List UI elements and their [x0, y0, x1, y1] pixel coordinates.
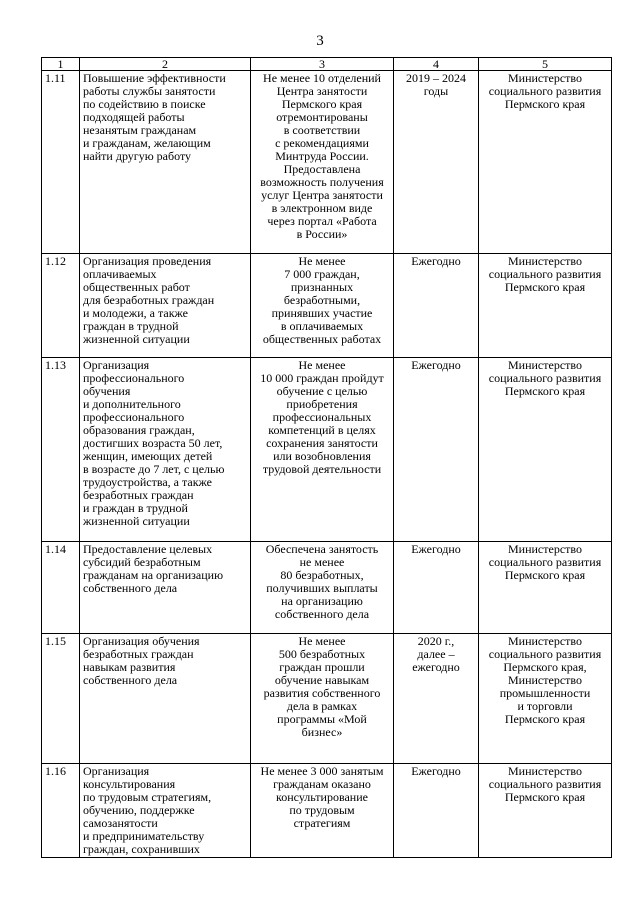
term: 2020 г., далее – ежегодно — [394, 634, 479, 764]
term: Ежегодно — [394, 358, 479, 542]
row-number: 1.11 — [42, 71, 80, 254]
executor: Министерство социального развития Пермского края — [479, 764, 612, 858]
header-col-3: 3 — [251, 58, 394, 71]
header-col-5: 5 — [479, 58, 612, 71]
executor: Министерство социального развития Пермского края — [479, 254, 612, 358]
activity-name: Повышение эффективности работы службы занятости по содействию в поиске подходящей работы незанятым гражданам и гражданам, желающим найти другую работу — [80, 71, 251, 254]
table-row — [42, 542, 612, 634]
activity-name: Организация консультирования по трудовым стратегиям, обучению, поддержке самозанятости и предпринимательству граждан, сохранивших — [80, 764, 251, 858]
header-col-2: 2 — [80, 58, 251, 71]
activity-name: Организация профессионального обучения и дополнительного профессионального образования граждан, достигших возраста 50 лет, женщин, имеющих детей в возрасте до 7 лет, с целью трудоустройства, а также безработных граждан и граждан в трудной жизненной ситуации — [80, 358, 251, 542]
expected-result: Обеспечена занятость не менее 80 безработных, получивших выплаты на организацию собственного дела — [251, 542, 394, 634]
header-col-4: 4 — [394, 58, 479, 71]
activities-table — [41, 57, 612, 858]
table-row — [42, 254, 612, 358]
expected-result: Не менее 3 000 занятым гражданам оказано консультирование по трудовым стратегиям — [251, 764, 394, 858]
page-number: 3 — [316, 33, 324, 49]
expected-result: Не менее 500 безработных граждан прошли обучение навыкам развития собственного дела в рамках программы «Мой бизнес» — [251, 634, 394, 764]
table-row — [42, 358, 612, 542]
row-number: 1.16 — [42, 764, 80, 858]
table-row — [42, 71, 612, 254]
term: Ежегодно — [394, 764, 479, 858]
expected-result: Не менее 7 000 граждан, признанных безработными, принявших участие в оплачиваемых общественных работах — [251, 254, 394, 358]
table-row — [42, 764, 612, 858]
table-header-row — [42, 58, 612, 71]
term: Ежегодно — [394, 254, 479, 358]
executor: Министерство социального развития Пермского края — [479, 358, 612, 542]
table-row — [42, 634, 612, 764]
executor: Министерство социального развития Пермского края — [479, 542, 612, 634]
term: 2019 – 2024 годы — [394, 71, 479, 254]
executor: Министерство социального развития Пермского края, Министерство промышленности и торговли Пермского края — [479, 634, 612, 764]
term: Ежегодно — [394, 542, 479, 634]
activity-name: Предоставление целевых субсидий безработным гражданам на организацию собственного дела — [80, 542, 251, 634]
activity-name: Организация проведения оплачиваемых общественных работ для безработных граждан и молодежи, а также граждан в трудной жизненной ситуации — [80, 254, 251, 358]
executor: Министерство социального развития Пермского края — [479, 71, 612, 254]
row-number: 1.12 — [42, 254, 80, 358]
row-number: 1.13 — [42, 358, 80, 542]
row-number: 1.15 — [42, 634, 80, 764]
activity-name: Организация обучения безработных граждан навыкам развития собственного дела — [80, 634, 251, 764]
expected-result: Не менее 10 000 граждан пройдут обучение с целью приобретения профессиональных компетенций в целях сохранения занятости или возобновления трудовой деятельности — [251, 358, 394, 542]
expected-result: Не менее 10 отделений Центра занятости Пермского края отремонтированы в соответствии с рекомендациями Минтруда России. Предоставлена возможность получения услуг Центра занятости в электронном виде через портал «Работа в России» — [251, 71, 394, 254]
row-number: 1.14 — [42, 542, 80, 634]
header-col-1: 1 — [42, 58, 80, 71]
